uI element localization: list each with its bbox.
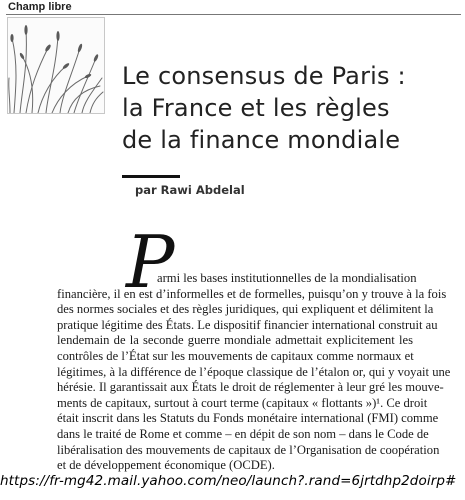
title-line: de la finance mondiale [122, 126, 401, 154]
body-line: financière, il en est d’informelles et de formelles, puisqu’on y trouve à la fois [57, 286, 447, 301]
body-line: contrôles de l’État sur les mouvements de capitaux comme normaux et [57, 348, 414, 363]
grass-illustration [7, 17, 105, 114]
body-line: hérésie. Il garantissait aux États le droit de réglementer à leur gré les mouve- [57, 380, 444, 395]
body-line: armi les bases institutionnelles de la mondialisation [157, 271, 417, 285]
title-line: Le consensus de Paris : [122, 62, 406, 90]
article-title [122, 60, 460, 156]
body-line: dans le traité de Rome et comme – en dépit de son nom – dans le Code de [57, 426, 429, 441]
title-rule [122, 175, 180, 178]
body-line: pratique légitime des États. Le dispositif financier international construit au [57, 317, 438, 332]
title-line: la France et les règles [122, 94, 390, 122]
article-body [57, 271, 451, 474]
url-overlay-link[interactable]: https://fr-mg42.mail.yahoo.com/neo/launch?.rand=6jrtdhp2doirp# [0, 473, 457, 489]
body-line: libéralisation des mouvements de capitaux de l’Organisation de coopération [57, 442, 440, 457]
section-label: Champ libre [8, 1, 76, 13]
drop-cap: P [126, 220, 175, 304]
header-rule [6, 14, 461, 15]
body-line: lendemain de la seconde guerre mondiale admettait explicitement les [57, 333, 413, 348]
body-line: légitimes, à la différence de l’époque classique de l’étalon or, qui y voyait une [57, 364, 451, 379]
body-line: et de développement économique (OCDE). [57, 458, 275, 473]
body-line: des normes sociales et des règles juridiques, qui expliquent et délimitent la [57, 302, 434, 317]
body-line: était inscrit dans les Statuts du Fonds monétaire international (FMI) comme [57, 411, 439, 426]
byline: par Rawi Abdelal [135, 183, 245, 197]
body-line: ments de capitaux, surtout à court terme (capitaux « flottants »)¹. Ce droit [57, 395, 428, 410]
